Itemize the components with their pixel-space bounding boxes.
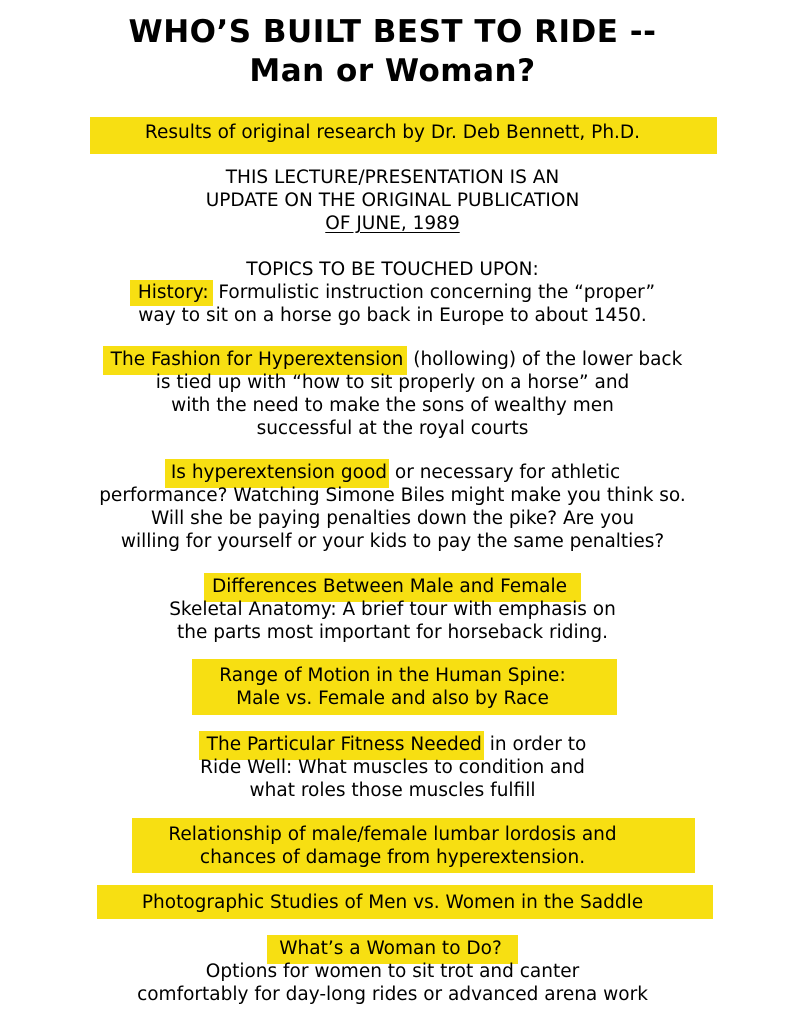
- topic-fashion-line4: successful at the royal courts: [256, 418, 529, 439]
- topic-fitness-text: in order to: [483, 734, 587, 755]
- topic-history-highlight: History:: [130, 280, 213, 306]
- topic-fitness-highlight: The Particular Fitness Needed: [199, 731, 484, 760]
- topic-fashion-highlight: The Fashion for Hyperextension: [103, 346, 408, 375]
- topic-fitness-line2: Ride Well: What muscles to condition and: [200, 757, 585, 778]
- topic-hyperextension-line4: willing for yourself or your kids to pay the same penalties?: [120, 531, 665, 552]
- topics-heading: TOPICS TO BE TOUCHED UPON:: [246, 259, 539, 280]
- topic-differences-highlight: Differences Between Male and Female: [204, 573, 581, 602]
- topic-hyperextension-line2: performance? Watching Simone Biles might make you think so.: [99, 485, 686, 506]
- topic-history: [0, 281, 785, 304]
- topic-woman: [0, 937, 785, 960]
- update-notice-date: OF JUNE, 1989: [325, 213, 460, 234]
- topic-photographic-line1: Photographic Studies of Men vs. Women in the Saddle: [141, 892, 644, 913]
- topic-fashion-line3: with the need to make the sons of wealthy men: [171, 395, 614, 416]
- topic-differences-line3: the parts most important for horseback riding.: [177, 622, 608, 643]
- topic-fashion-line2: is tied up with “how to sit properly on a horse” and: [155, 372, 630, 393]
- topic-lordosis-line1: Relationship of male/female lumbar lordosis and: [168, 824, 617, 845]
- page-subtitle: Man or Woman?: [249, 53, 536, 89]
- update-notice-line1: THIS LECTURE/PRESENTATION IS AN: [225, 167, 560, 188]
- topic-hyperextension-text: or necessary for athletic: [389, 462, 621, 483]
- topic-fashion-text: (hollowing) of the lower back: [407, 349, 683, 370]
- topic-fashion: [0, 348, 785, 371]
- topic-range-line1: Range of Motion in the Human Spine:: [219, 665, 566, 686]
- page-title: WHO’S BUILT BEST TO RIDE --: [128, 14, 657, 50]
- topic-history-text: Formulistic instruction concerning the “proper”: [212, 282, 656, 303]
- topic-fitness: [0, 733, 785, 756]
- topic-lordosis-line2: chances of damage from hyperextension.: [199, 847, 586, 868]
- topic-differences: [0, 575, 785, 598]
- research-line: Results of original research by Dr. Deb Bennett, Ph.D.: [144, 122, 641, 143]
- topic-woman-line3: comfortably for day-long rides or advanced arena work: [137, 984, 648, 1005]
- topic-hyperextension: [0, 461, 785, 484]
- topic-hyperextension-line3: Will she be paying penalties down the pike? Are you: [150, 508, 635, 529]
- update-notice-line2: UPDATE ON THE ORIGINAL PUBLICATION: [205, 190, 580, 211]
- topic-woman-highlight: What’s a Woman to Do?: [267, 935, 518, 964]
- topic-hyperextension-highlight: Is hyperextension good: [165, 459, 389, 488]
- topic-range-line2: Male vs. Female and also by Race: [236, 688, 549, 709]
- topic-fitness-line3: what roles those muscles fulfill: [249, 780, 536, 801]
- update-notice-line3: [0, 212, 785, 235]
- topic-differences-line2: Skeletal Anatomy: A brief tour with emphasis on: [169, 599, 616, 620]
- topic-history-line2: way to sit on a horse go back in Europe to about 1450.: [138, 305, 647, 326]
- topic-woman-line2: Options for women to sit trot and canter: [205, 961, 580, 982]
